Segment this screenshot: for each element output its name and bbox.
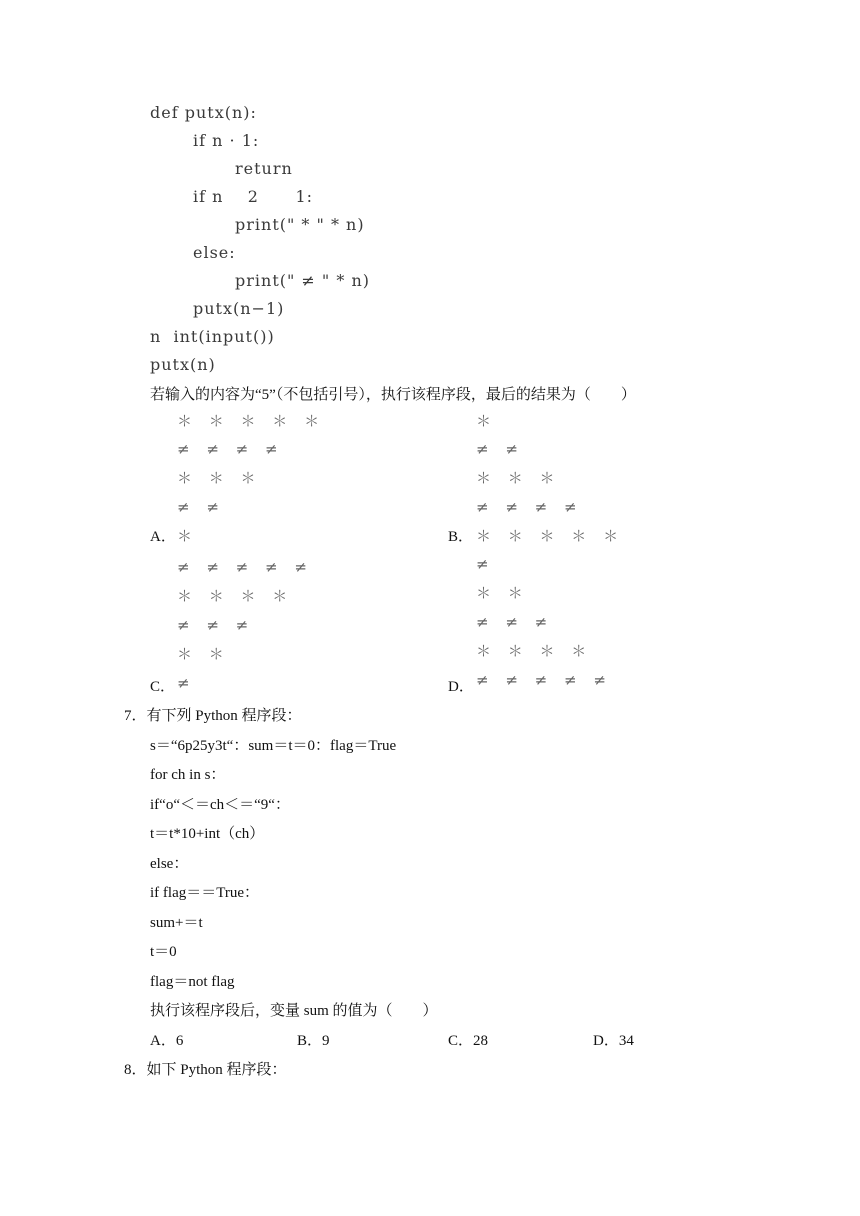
pattern-row: ≠ ≠ ≠ [177, 616, 255, 634]
q8-heading: 8．如下 Python 程序段： [124, 1062, 287, 1078]
code-line: if n · 1: [193, 131, 260, 150]
option-label: D． [448, 679, 474, 695]
pattern-row: ＊ [476, 412, 498, 430]
code-line: else: [193, 243, 236, 262]
q7-option-c[interactable]: C．28 [448, 1033, 489, 1049]
q6-prompt: 若输入的内容为“5”（不包括引号），执行该程序段，最后的结果为（ ） [150, 387, 636, 403]
q7-prompt: 执行该程序段后，变量 sum 的值为（ ） [150, 1003, 438, 1019]
pattern-row: ＊ ＊ ＊ ＊ ＊ [177, 412, 326, 430]
code-line: putx(n−1) [193, 299, 285, 318]
pattern-row: ＊ ＊ ＊ [476, 469, 561, 487]
pattern-row: ≠ [476, 555, 495, 573]
pattern-row: ＊ ＊ [476, 584, 529, 602]
q7-option-a[interactable]: A．6 [150, 1033, 184, 1049]
q7-heading: 7．有下列 Python 程序段： [124, 708, 302, 724]
code-line: t＝t*10+int（ch） [150, 826, 265, 842]
code-line: return [235, 159, 293, 178]
pattern-row: ≠ ≠ ≠ ≠ [177, 440, 284, 458]
code-line: def putx(n): [150, 103, 257, 122]
pattern-row: ≠ ≠ ≠ ≠ ≠ [177, 558, 313, 576]
code-line: flag＝not flag [150, 974, 235, 990]
option-label: C． [150, 679, 176, 695]
code-line: else： [150, 856, 189, 872]
code-line: sum+＝t [150, 915, 203, 931]
pattern-row: ＊ ＊ ＊ ＊ [177, 587, 294, 605]
pattern-row: ≠ ≠ [476, 440, 524, 458]
q7-option-b[interactable]: B．9 [297, 1033, 330, 1049]
pattern-row: ≠ ≠ [177, 498, 225, 516]
pattern-row: ＊ ＊ [177, 645, 230, 663]
option-label: B． [448, 529, 474, 545]
code-line: print(" * " * n) [235, 215, 365, 234]
pattern-row: ＊ ＊ ＊ [177, 469, 262, 487]
code-line: t＝0 [150, 944, 177, 960]
code-line: s＝“6p25y3t“：sum＝t＝0：flag＝True [150, 738, 397, 754]
code-line: if flag＝＝True： [150, 885, 260, 901]
code-line: putx(n) [150, 355, 216, 374]
pattern-row: ＊ [177, 527, 199, 545]
pattern-row: ＊ ＊ ＊ ＊ ＊ [476, 527, 625, 545]
q7-option-d[interactable]: D．34 [593, 1033, 634, 1049]
option-label: A． [150, 529, 176, 545]
pattern-row: ＊ ＊ ＊ ＊ [476, 642, 593, 660]
code-line: for ch in s： [150, 767, 226, 783]
pattern-row: ≠ ≠ ≠ ≠ [476, 498, 583, 516]
code-line: if“o“＜＝ch＜＝“9“： [150, 797, 290, 813]
pattern-row: ≠ [177, 674, 196, 692]
pattern-row: ≠ ≠ ≠ [476, 613, 554, 631]
code-line: n int(input()) [150, 327, 275, 346]
code-line: if n 2 1: [193, 187, 314, 206]
code-line: print(" ≠ " * n) [235, 271, 370, 290]
pattern-row: ≠ ≠ ≠ ≠ ≠ [476, 671, 612, 689]
